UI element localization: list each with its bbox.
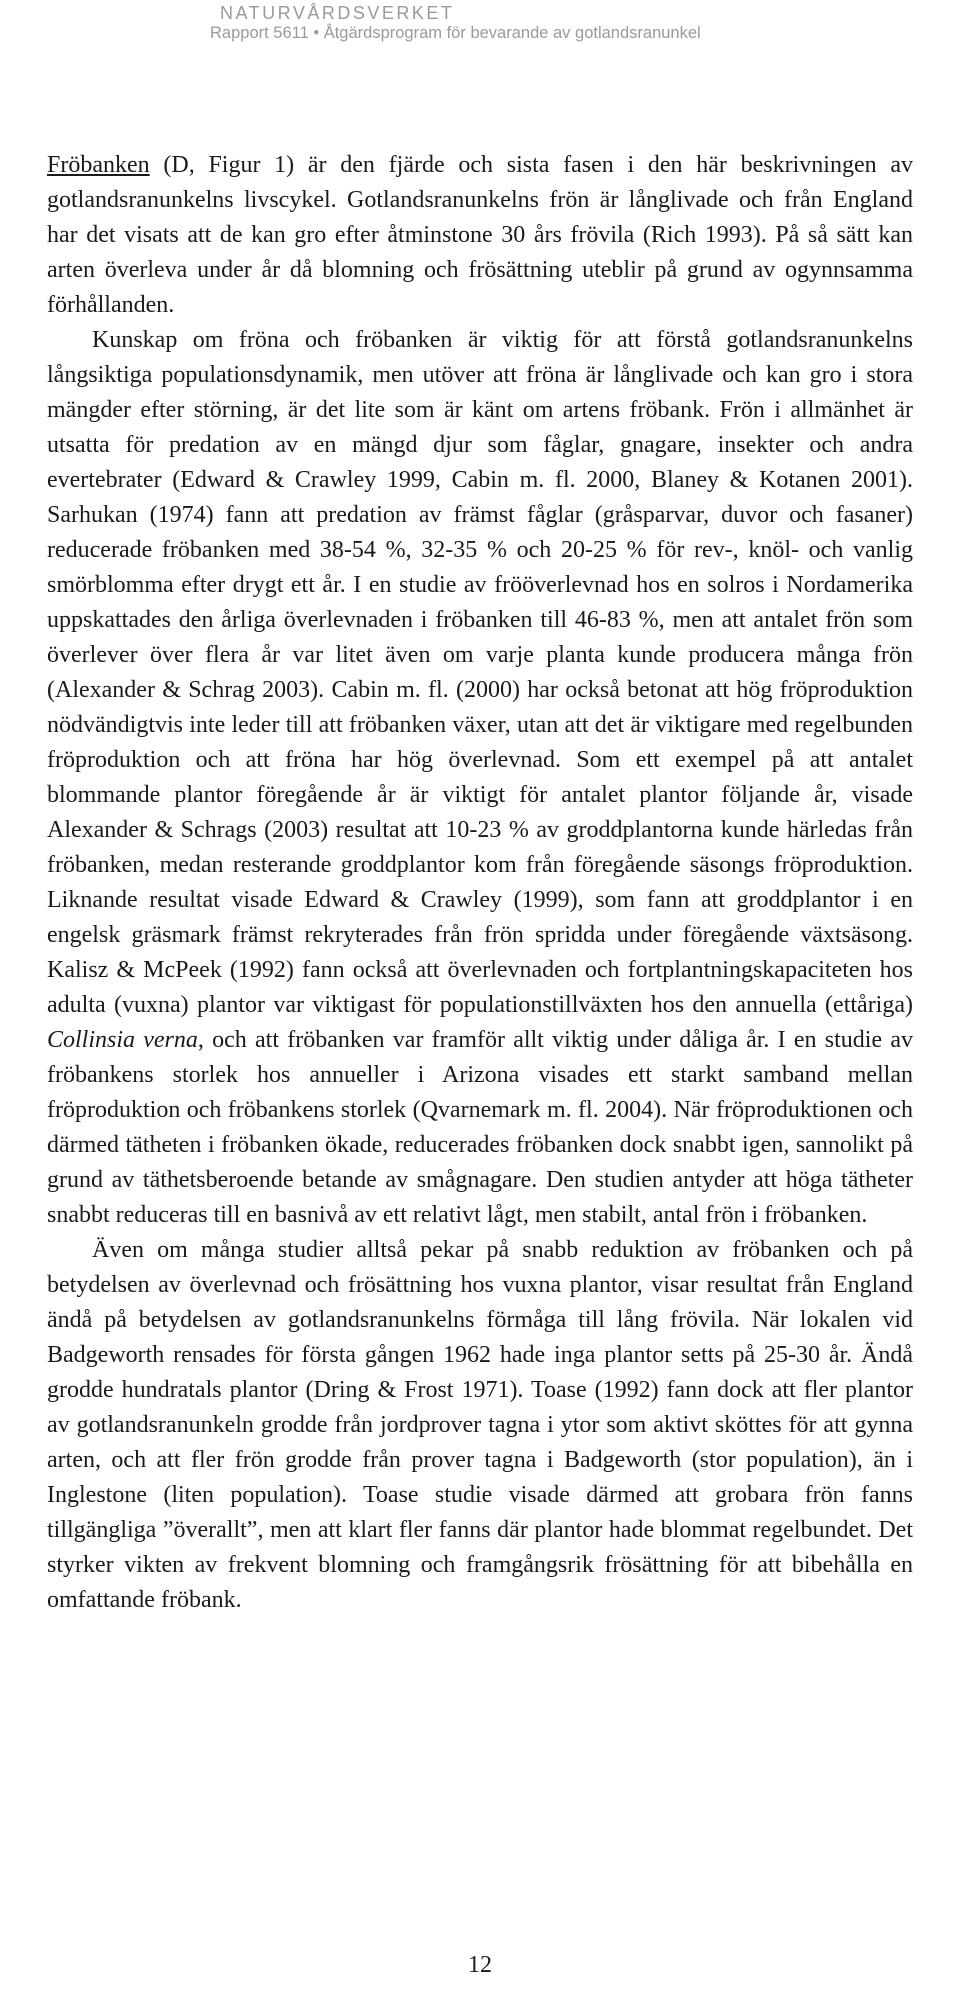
header-organization: NATURVÅRDSVERKET <box>220 3 455 23</box>
species-name: Collinsia verna <box>47 1027 198 1053</box>
paragraph-text-part-2: , och att fröbanken var framför allt viktig under dåliga år. I en studie av fröbankens storlek hos annueller i Arizona visades ett starkt samband mellan fröproduktion och fröbankens storlek (Qvarnemark m. fl. 2004). När fröproduktionen och därmed tätheten i fröbanken ökade, reducerades fröbanken dock snabbt igen, sannolikt på grund av täthetsberoende betande av smågnagare. Den studien antyder att höga tätheter snabbt reduceras till en basnivå av ett relativt lågt, men stabilt, antal frön i fröbanken. <box>47 1027 913 1228</box>
paragraph-aven-om <box>0 1233 960 1618</box>
paragraph-text-part-1: Kunskap om fröna och fröbanken är viktig för att förstå gotlandsranunkelns långsiktiga populationsdynamik, men utöver att fröna är långlivade och kan gro i stora mängder efter störning, är det lite som är känt om artens fröbank. Frön i allmänhet är utsatta för predation av en mängd djur som fåglar, gnagare, insekter och andra evertebrater (Edward & Crawley 1999, Cabin m. fl. 2000, Blaney & Kotanen 2001). Sarhukan (1974) fann att predation av främst fåglar (gråsparvar, duvor och fasaner) reducerade fröbanken med 38-54 %, 32-35 % och 20-25 % för rev-, knöl- och vanlig smörblomma efter drygt ett år. I en studie av frööverlevnad hos en solros i Nordamerika uppskattades den årliga överlevnaden i fröbanken till 46-83 %, men att antalet frön som överlever över flera år var litet även om varje planta kunde producera många frön (Alexander & Schrag 2003). Cabin m. fl. (2000) har också betonat att hög fröproduktion nödvändigtvis inte leder till att fröbanken växer, utan att det är viktigare med regelbunden fröproduktion och att fröna har hög överlevnad. Som ett exempel på att antalet blommande plantor föregående år är viktigt för antalet plantor följande år, visade Alexander & Schrags (2003) resultat att 10-23 % av groddplantorna kunde härledas från fröbanken, medan resterande groddplantor kom från föregående säsongs fröproduktion. Liknande resultat visade Edward & Crawley (1999), som fann att groddplantor i en engelsk gräsmark främst rekryterades från frön spridda under föregående växtsäsong. Kalisz & McPeek (1992) fann också att överlevnaden och fortplantningskapaciteten hos adulta (vuxna) plantor var viktigast för populationstillväxten hos den annuella (ettåriga) <box>47 327 913 1018</box>
body-text <box>0 148 960 1618</box>
paragraph-frobanken-intro <box>0 148 960 323</box>
section-term-frobanken: Fröbanken <box>47 152 150 178</box>
page-header <box>0 0 960 50</box>
paragraph-text: Även om många studier alltså pekar på snabb reduktion av fröbanken och på betydelsen av överlevnad och frösättning hos vuxna plantor, visar resultat från England ändå på betydelsen av gotlandsranunkelns förmåga till lång frövila. När lokalen vid Badgeworth rensades för första gången 1962 hade inga plantor setts på 25-30 år. Ändå grodde hundratals plantor (Dring & Frost 1971). Toase (1992) fann dock att fler plantor av gotlandsranunkeln grodde från jordprover tagna i ytor som aktivt sköttes för att gynna arten, och att fler frön grodde från prover tagna i Badgeworth (stor population), än i Inglestone (liten population). Toase studie visade därmed att grobara frön fanns tillgängliga ”överallt”, men att klart fler fanns där plantor hade blommat regelbundet. Det styrker vikten av frekvent blomning och framgångsrik frösättning för att bibehålla en omfattande fröbank. <box>47 1237 913 1613</box>
header-report-title: Rapport 5611 • Åtgärdsprogram för bevarande av gotlandsranunkel <box>210 24 701 42</box>
paragraph-text: (D, Figur 1) är den fjärde och sista fasen i den här beskrivningen av gotlandsranunkelns livscykel. Gotlandsranunkelns frön är långlivade och från England har det visats att de kan gro efter åtminstone 30 års frövila (Rich 1993). På så sätt kan arten överleva under år då blomning och frösättning uteblir på grund av ogynnsamma förhållanden. <box>47 152 913 318</box>
paragraph-kunskap <box>0 323 960 1233</box>
page-number: 12 <box>468 1952 492 1978</box>
